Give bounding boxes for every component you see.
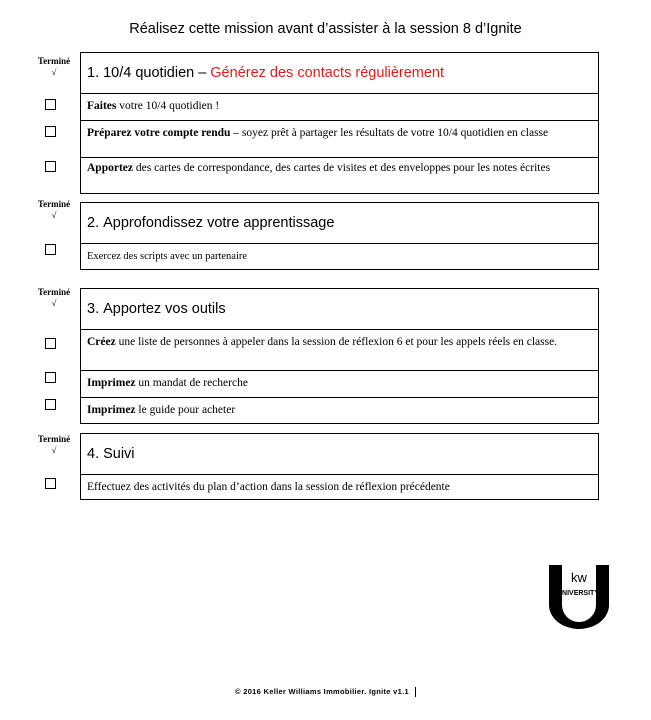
section-1-heading (81, 53, 598, 93)
task-text: une liste de personnes à appeler dans la session de réflexion 6 et pour les appels réels en classe. (115, 336, 558, 348)
done-label (28, 56, 80, 78)
done-label (28, 434, 80, 456)
task-text: Effectuez des activités du plan d’action dans la session de réflexion précédente (87, 481, 450, 493)
title-separator: – (198, 65, 207, 81)
logo-mark: kw (571, 570, 587, 585)
task-text: – soyez prêt à partager les résultats de votre 10/4 quotidien en classe (230, 127, 549, 139)
task-checkbox[interactable] (45, 126, 56, 137)
section-accent-title: Générez des contacts régulièrement (210, 65, 445, 81)
task-text: Exercez des scripts avec un partenaire (87, 251, 248, 262)
section-title: 10/4 quotidien (103, 65, 195, 81)
section-1-box (80, 52, 599, 194)
section-number: 3. (87, 301, 100, 317)
done-label-text: Terminé (37, 434, 71, 444)
done-label-text: Terminé (37, 56, 71, 66)
check-mark-icon: √ (51, 67, 57, 77)
task-checkbox[interactable] (45, 338, 56, 349)
task-action: Créez (87, 336, 116, 348)
task-item (81, 474, 598, 499)
done-label (28, 199, 80, 221)
section-2-heading (81, 203, 598, 243)
check-mark-icon: √ (51, 298, 57, 308)
page-title: Réalisez cette mission avant d’assister à la session 8 d’Ignite (129, 21, 522, 37)
footer (0, 687, 651, 697)
task-action: Préparez votre compte rendu (87, 127, 231, 139)
check-mark-icon: √ (51, 210, 57, 220)
section-number: 4. (87, 446, 100, 462)
section-title: Apportez vos outils (103, 301, 226, 317)
task-item (81, 243, 598, 269)
task-action: Apportez (87, 162, 133, 174)
task-action: Faites (87, 100, 117, 112)
task-checkbox[interactable] (45, 399, 56, 410)
task-item (81, 93, 598, 120)
done-label-text: Terminé (37, 199, 71, 209)
task-checkbox[interactable] (45, 478, 56, 489)
task-action: Imprimez (87, 404, 136, 416)
task-item (81, 397, 598, 423)
task-item (81, 120, 598, 157)
task-text: des cartes de correspondance, des cartes de visites et des enveloppes pour les notes écrites (133, 162, 551, 174)
task-item (81, 329, 598, 370)
section-3-heading (81, 289, 598, 329)
task-item (81, 157, 598, 193)
section-4-box (80, 433, 599, 500)
task-text: un mandat de recherche (135, 377, 248, 389)
check-mark-icon: √ (51, 445, 57, 455)
task-text: votre 10/4 quotidien ! (116, 100, 220, 112)
logo-text: UNIVERSITY (556, 590, 600, 597)
task-checkbox[interactable] (45, 161, 56, 172)
section-title: Suivi (103, 446, 135, 462)
task-item (81, 370, 598, 397)
task-checkbox[interactable] (45, 244, 56, 255)
section-number: 1. (87, 65, 100, 81)
section-title: Approfondissez votre apprentissage (103, 215, 335, 231)
footer-divider (415, 687, 416, 697)
task-text: le guide pour acheter (135, 404, 236, 416)
task-action: Imprimez (87, 377, 136, 389)
footer-copyright: © 2016 Keller Williams Immobilier. Ignite v1.1 (235, 687, 409, 696)
section-2-box (80, 202, 599, 270)
task-checkbox[interactable] (45, 372, 56, 383)
kw-university-logo-icon (547, 565, 611, 629)
task-checkbox[interactable] (45, 99, 56, 110)
section-number: 2. (87, 215, 100, 231)
done-label-text: Terminé (37, 287, 71, 297)
done-label (28, 287, 80, 309)
section-4-heading (81, 434, 598, 474)
section-3-box (80, 288, 599, 424)
